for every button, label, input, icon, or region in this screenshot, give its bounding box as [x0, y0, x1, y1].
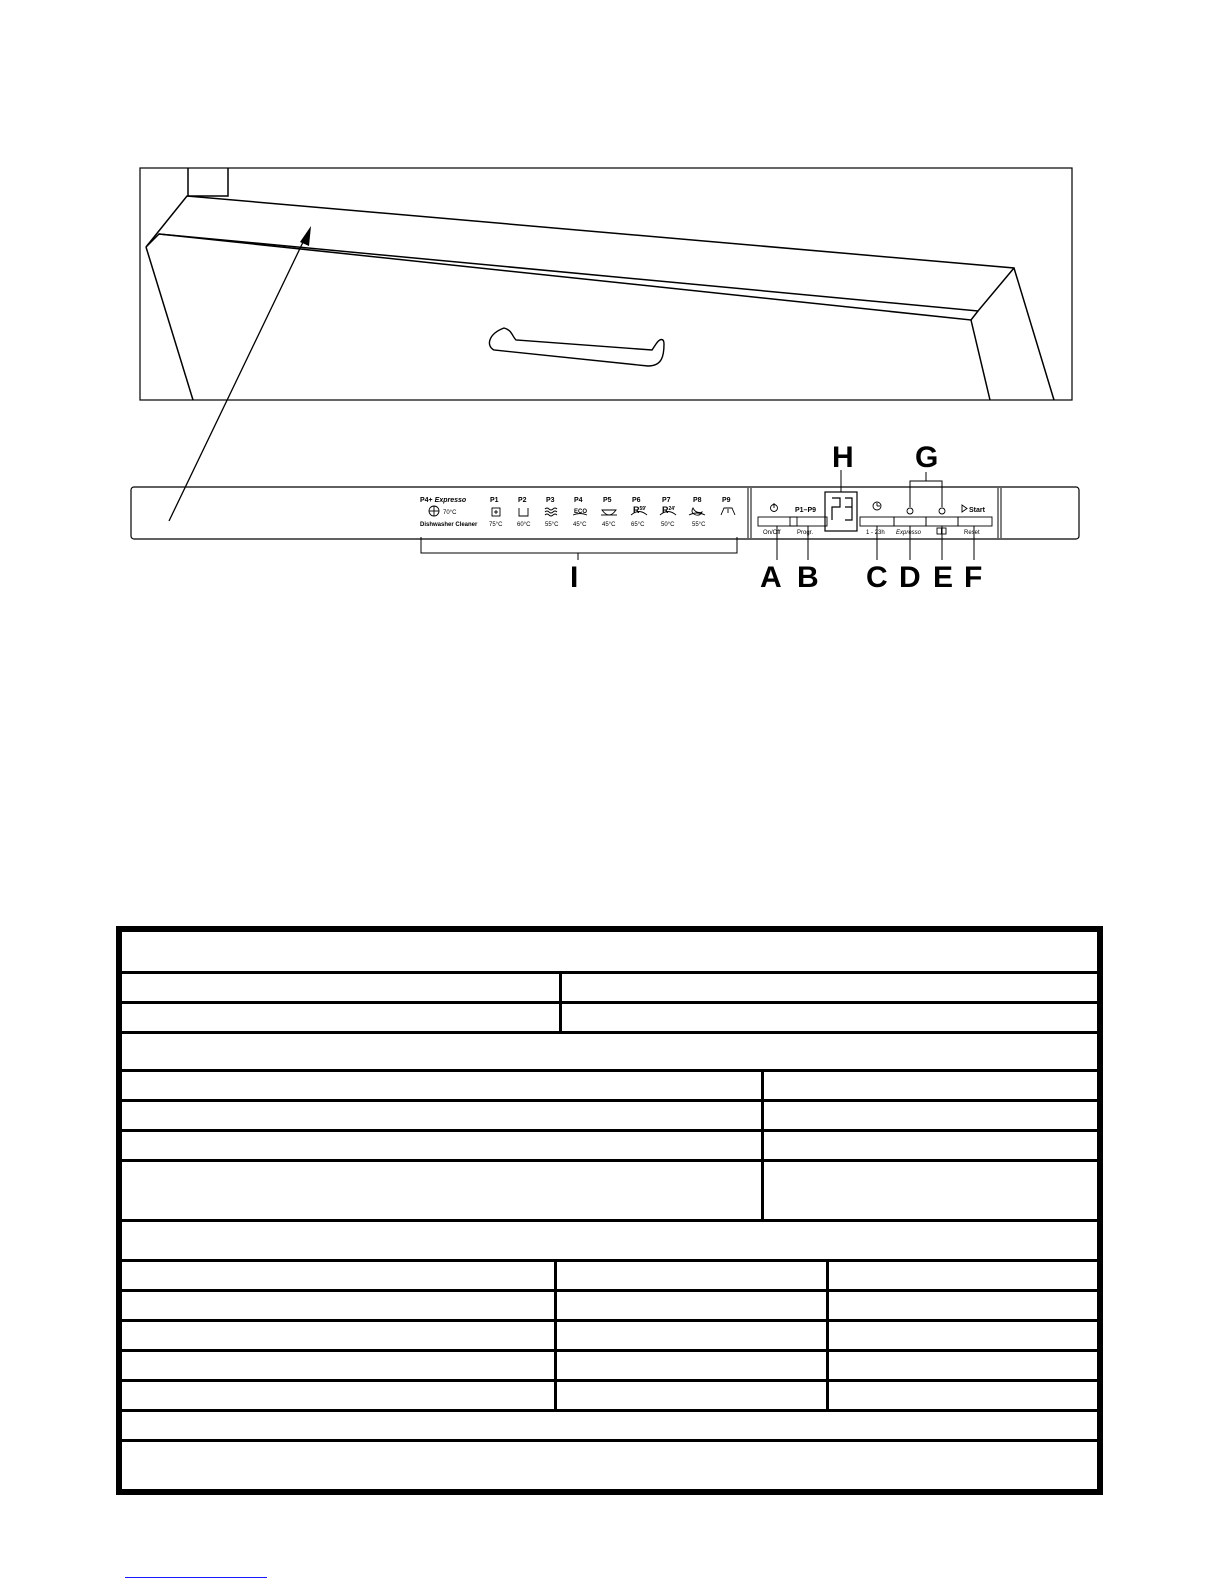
start-label: Start	[969, 507, 985, 514]
dishwasher-cleaner-label: Dishwasher Cleaner	[420, 522, 478, 528]
table-cell	[562, 974, 1097, 1001]
table-row	[122, 1004, 1097, 1034]
callout-d: D	[899, 561, 921, 594]
table-row	[122, 1262, 1097, 1292]
table-row	[122, 1442, 1097, 1493]
table-cell	[122, 1222, 1097, 1259]
program-temp-p3: 55°C	[545, 522, 559, 528]
table-cell	[122, 1162, 764, 1219]
program-button[interactable]	[790, 517, 827, 526]
table-row	[122, 1412, 1097, 1442]
led-2	[939, 508, 945, 514]
half-load-button[interactable]	[926, 517, 958, 526]
table-cell	[122, 1442, 1097, 1493]
table-row	[122, 1162, 1097, 1222]
table-row	[122, 1222, 1097, 1262]
table-cell	[557, 1352, 829, 1379]
rapid-24-label: $R^{24'}$	[662, 505, 676, 515]
pots-icon	[492, 508, 500, 516]
program-code-p2: P2	[518, 497, 527, 504]
table-cell	[122, 1034, 1097, 1069]
delay-label: 1 - 23h	[866, 530, 885, 536]
glass-icon	[519, 508, 528, 516]
table-cell	[122, 1382, 557, 1409]
table-row	[122, 1292, 1097, 1322]
program-temp-p8: 55°C	[692, 522, 706, 528]
dishwasher-figure	[0, 0, 1225, 640]
callout-c: C	[866, 561, 888, 594]
play-icon	[962, 505, 967, 512]
display-digits	[832, 498, 852, 520]
waves-icon	[545, 508, 557, 516]
program-temp-p4: 45°C	[573, 522, 587, 528]
table-cell	[557, 1292, 829, 1319]
table-cell	[764, 1102, 1097, 1129]
table-cell	[829, 1262, 1097, 1289]
table-cell	[829, 1322, 1097, 1349]
callout-b: B	[797, 561, 819, 594]
table-row	[122, 1072, 1097, 1102]
program-temp-p1: 75°C	[489, 522, 503, 528]
table-row	[122, 1102, 1097, 1132]
callout-h: H	[832, 441, 854, 474]
eco-label: ECO	[574, 509, 588, 515]
bowl-icon	[601, 510, 617, 515]
table-cell	[764, 1072, 1097, 1099]
table-row	[122, 1322, 1097, 1352]
table-cell	[122, 1262, 557, 1289]
program-temp-p5: 45°C	[602, 522, 616, 528]
table-row	[122, 932, 1097, 974]
program-range-label: P1–P9	[795, 507, 817, 514]
table-row	[122, 1034, 1097, 1072]
table-cell	[122, 1072, 764, 1099]
table-cell	[122, 1004, 562, 1031]
callout-e: E	[933, 561, 954, 594]
table-cell	[557, 1382, 829, 1409]
program-temp-p2: 60°C	[517, 522, 531, 528]
program-code-p6: P6	[632, 497, 641, 504]
expresso-label: Expresso	[896, 530, 922, 536]
table-cell	[122, 1322, 557, 1349]
program-code-p3: P3	[546, 497, 555, 504]
rapid-59-label: $R^{59'}$	[633, 505, 647, 515]
callout-letters	[570, 441, 982, 594]
table-row	[122, 974, 1097, 1004]
panel-text	[420, 497, 986, 536]
door-illustration	[140, 168, 1072, 400]
program-code-p7: P7	[662, 497, 671, 504]
program-code-p9: P9	[722, 497, 731, 504]
delay-button[interactable]	[860, 517, 894, 526]
progr-label: Progr.	[797, 530, 814, 536]
half-load-icon	[937, 528, 946, 534]
table-cell	[829, 1292, 1097, 1319]
night-icon	[689, 508, 705, 515]
table-cell	[764, 1132, 1097, 1159]
led-1	[907, 508, 913, 514]
table-cell	[122, 1292, 557, 1319]
footer-link-underline	[125, 1577, 267, 1578]
reset-label: Reset	[964, 530, 980, 536]
callout-i: I	[570, 561, 579, 594]
table-cell	[764, 1162, 1097, 1219]
callout-g: G	[915, 441, 939, 474]
table-cell	[557, 1322, 829, 1349]
rinse-icon	[721, 508, 735, 515]
program-temp-p6: 65°C	[631, 522, 645, 528]
callout-f: F	[964, 561, 983, 594]
clock-icon	[873, 502, 881, 510]
power-icon	[771, 503, 778, 512]
table-cell	[829, 1352, 1097, 1379]
fan-icon	[429, 506, 439, 516]
expresso-button[interactable]	[894, 517, 926, 526]
callout-a: A	[760, 561, 782, 594]
start-reset-button[interactable]	[958, 517, 992, 526]
handle	[489, 328, 664, 366]
table-cell	[122, 1412, 1097, 1439]
table-row	[122, 1132, 1097, 1162]
table-cell	[122, 1102, 764, 1129]
table-cell	[122, 932, 1097, 971]
table-cell	[557, 1262, 829, 1289]
program-code-p1: P1	[490, 497, 499, 504]
empty-form-table	[116, 926, 1103, 1495]
table-cell	[122, 1132, 764, 1159]
program-code-p8: P8	[693, 497, 702, 504]
pointer-arrow	[169, 226, 311, 521]
table-cell	[122, 1352, 557, 1379]
program-code-p5: P5	[603, 497, 612, 504]
program-temp-p7: 50°C	[661, 522, 675, 528]
onoff-button[interactable]	[758, 517, 797, 526]
table-row	[122, 1352, 1097, 1382]
table-row	[122, 1382, 1097, 1412]
table-cell	[122, 974, 562, 1001]
panel-icons	[429, 502, 967, 534]
table-cell	[562, 1004, 1097, 1031]
p4-expresso-label: P4+ Expresso	[420, 497, 467, 504]
onoff-label: On/Off	[763, 530, 781, 536]
p4-temp: 70°C	[443, 510, 457, 516]
table-cell	[829, 1382, 1097, 1409]
program-code-p4: P4	[574, 497, 583, 504]
